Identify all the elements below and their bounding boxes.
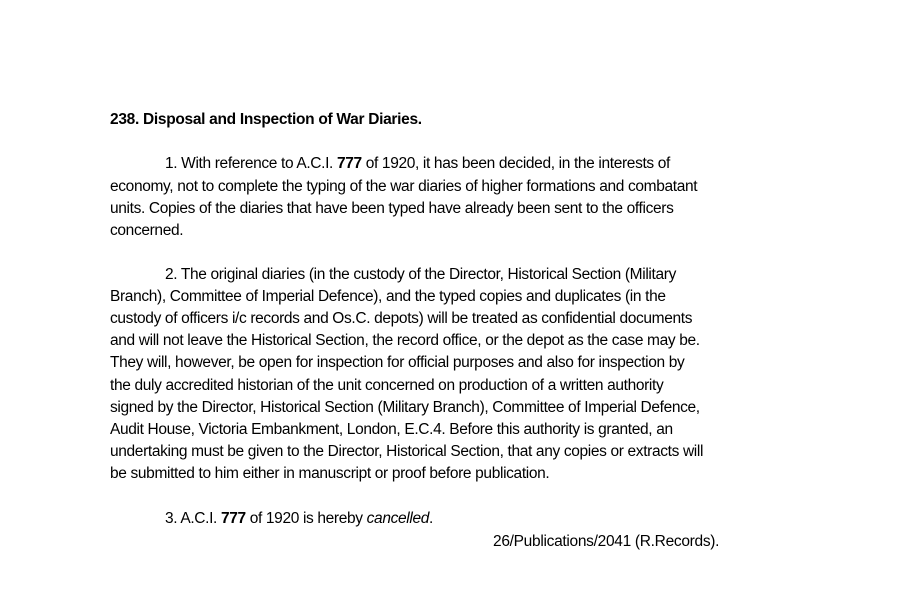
section-heading: 238. Disposal and Inspection of War Diaries. (110, 111, 422, 128)
para2-line9: undertaking must be given to the Director, Historical Section, that any copies or extracts will (110, 443, 704, 460)
para1-line2: economy, not to complete the typing of the war diaries of higher formations and combatant (110, 178, 698, 195)
para2-line1: 2. The original diaries (in the custody of the Director, Historical Section (Military (165, 266, 676, 283)
para2-line10: be submitted to him either in manuscript or proof before publication. (110, 465, 550, 482)
para2-line5: They will, however, be open for inspection for official purposes and also for inspection by (110, 354, 685, 371)
para2-line3: custody of officers i/c records and Os.C. depots) will be treated as confidential documents (110, 310, 693, 327)
para2-line6: the duly accredited historian of the unit concerned on production of a written authority (110, 377, 664, 394)
text: . (429, 510, 433, 527)
text: of 1920 is hereby (245, 510, 367, 527)
para2-line8: Audit House, Victoria Embankment, London, E.C.4. Before this authority is granted, an (110, 421, 673, 438)
text: 1. With reference to A.C.I. (165, 155, 337, 172)
para1-line1 (165, 153, 670, 175)
para1-line3: units. Copies of the diaries that have been typed have already been sent to the officers (110, 200, 674, 217)
aci-number: 777 (220, 510, 246, 527)
reference-number: 26/Publications/2041 (R.Records). (493, 533, 720, 550)
aci-number: 777 (336, 155, 362, 172)
para1-line4: concerned. (110, 222, 184, 239)
text: of 1920, it has been decided, in the interests of (361, 155, 671, 172)
cancelled-emphasis: cancelled (366, 510, 429, 527)
para2-line7: signed by the Director, Historical Section (Military Branch), Committee of Imperial Defence, (110, 399, 700, 416)
para2-line2: Branch), Committee of Imperial Defence), and the typed copies and duplicates (in the (110, 288, 666, 305)
para2-line4: and will not leave the Historical Section, the record office, or the depot as the case may be. (110, 332, 700, 349)
text: 3. A.C.I. (165, 510, 221, 527)
para3-line1 (165, 508, 433, 530)
